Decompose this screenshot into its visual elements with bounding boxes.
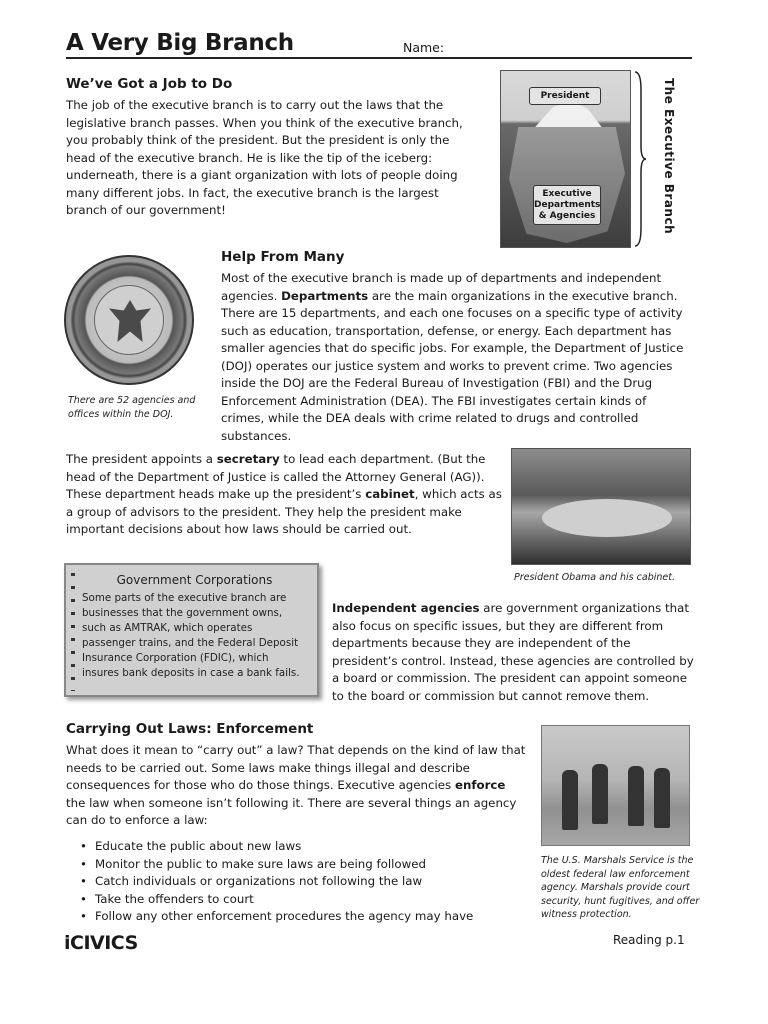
marshals-caption: The U.S. Marshals Service is the oldest federal law enforcement agency. Marshals provide court security, hunt fugitives, and offer witness protection. [541,855,700,920]
marshals-photo [541,725,690,846]
list-item: • Follow any other enforcement procedures the agency may have [80,908,473,926]
section-heading-help: Help From Many [221,249,345,265]
section-body-help: Most of the executive branch is made up of departments and independent agencies. Departments are the main organizations in the executive branch. There are 15 departments, and each one focuses on a specific type of activity such as education, transportation, defense, or energy. Each department has smaller agencies that do specific jobs. For example, the Department of Justice (DOJ) operates our justice system and works to prevent crime. Two agencies inside the DOJ are the Federal Bureau of Investigation (FBI) and the Drug Enforcement Administration (DEA). The FBI investigates certain kinds of crimes, while the DEA deals with crime related to drugs and controlled substances. [221,271,684,443]
page-title: A Very Big Branch [66,30,294,56]
government-corporations-box [64,563,319,697]
cabinet-body: The president appoints a secretary to lead each department. (But the head of the Department of Justice is called the Attorney General (AG)). These department heads make up the president’s cabinet, which acts as a group of advisors to the president. They help the president make important decisions about how laws should be carried out. [66,452,502,536]
doj-seal-image [64,255,194,385]
section-body-job: The job of the executive branch is to carry out the laws that the legislative branch passes. When you think of the executive branch, you probably think of the president. But the president is only the head of the executive branch. He is like the tip of the iceberg: underneath, there is a giant organization with lots of people doing many different jobs. In fact, the executive branch is the largest branch of our government! [66,98,463,217]
list-item: • Monitor the public to make sure laws are being followed [80,856,473,874]
executive-branch-label: The Executive Branch [662,78,676,235]
seal-caption: There are 52 agencies and offices within the DOJ. [68,395,196,420]
departments-label: Executive Departments & Agencies [533,185,601,225]
brace-icon [633,70,647,248]
corp-heading: Government Corporations [116,573,273,587]
cabinet-photo [511,448,691,565]
eagle-icon [109,300,151,342]
iceberg-illustration [500,70,631,248]
iceberg-tip [523,101,609,131]
icivics-logo: iCIVICS [64,932,138,954]
page-number: Reading p.1 [613,933,685,947]
section-heading-enforcement: Carrying Out Laws: Enforcement [66,721,314,737]
name-label: Name: [403,40,445,55]
title-rule [66,57,692,59]
list-item: • Educate the public about new laws [80,838,473,856]
president-label: President [529,87,601,105]
cabinet-caption: President Obama and his cabinet. [514,572,675,583]
section-heading-job: We’ve Got a Job to Do [66,76,233,92]
section-body-enforcement: What does it mean to “carry out” a law? That depends on the kind of law that needs to be carried out. Some laws make things illegal and describe consequences for those who do those things. Executive agencies enforce the law when someone isn’t following it. There are several things an agency can do to enforce a law: [66,743,526,827]
list-item: • Take the offenders to court [80,891,473,909]
enforcement-list [80,838,473,926]
list-item: • Catch individuals or organizations not following the law [80,873,473,891]
independent-agencies-body: Independent agencies are government organizations that also focus on specific issues, but they are different from departments because they are independent of the president’s control. Instead, these agencies are controlled by a board or commission. The president can appoint someone to the board or commission but cannot remove them. [332,601,694,703]
corp-body: Some parts of the executive branch are businesses that the government owns, such as AMTRAK, which operates passenger trains, and the Federal Deposit Insurance Corporation (FDIC), which insures bank deposits in case a bank fails. [82,592,300,679]
